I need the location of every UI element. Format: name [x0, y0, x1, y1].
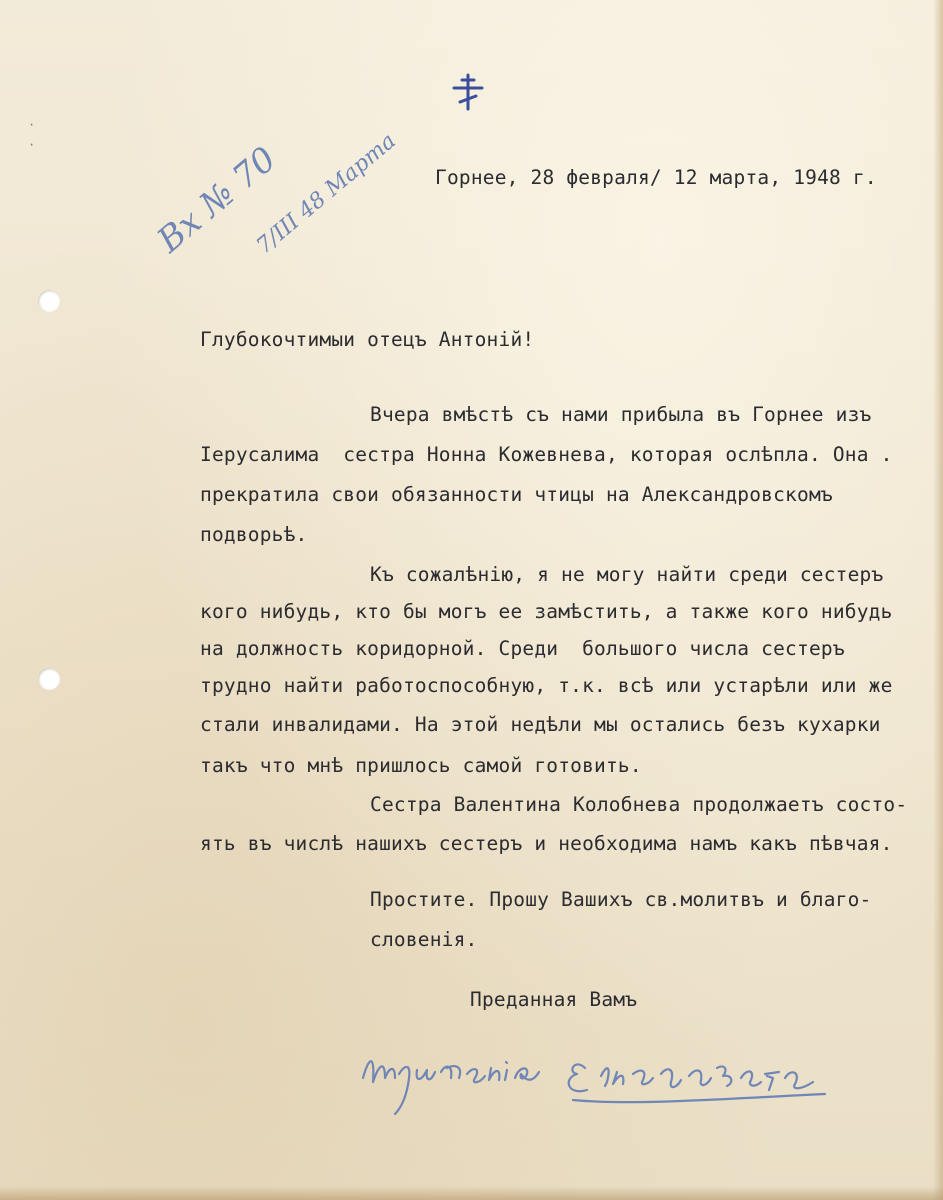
paragraph-4-line: словенiя.	[370, 928, 478, 951]
paragraph-2-line: трудно найти работоспособную, т.к. всѣ или устарѣли или же	[200, 674, 893, 697]
paragraph-3-line: Сестра Валентина Колобнева продолжаетъ состо-	[370, 793, 908, 816]
margin-mark: ·	[28, 118, 36, 132]
paragraph-3-line: ять въ числѣ нашихъ сестеръ и необходима намъ какъ пѣвчая.	[200, 832, 893, 855]
paper-bottom-shadow	[0, 1186, 943, 1200]
paragraph-2-line: Къ сожалѣнiю, я не могу найти среди сестеръ	[370, 563, 884, 586]
margin-mark: ·	[28, 138, 36, 152]
letter-date: Горнее, 28 февраля/ 12 марта, 1948 г.	[435, 166, 877, 189]
paragraph-1-line: подворьѣ.	[200, 523, 308, 546]
paper-edge-shadow	[933, 0, 943, 1200]
orthodox-cross-icon	[448, 72, 488, 112]
registry-number-annotation: Вх № 70	[150, 139, 284, 261]
paragraph-2-line: кого нибудь, кто бы могъ ее замѣстить, а также кого нибудь	[200, 600, 893, 623]
letter-greeting: Глубокочтимыи отецъ Антонiй!	[200, 328, 535, 351]
handwritten-signature	[355, 1038, 835, 1128]
paragraph-1-line: Iерусалима сестра Нонна Кожевнева, которая ослѣпла. Она .	[200, 443, 893, 466]
letter-closing: Преданная Вамъ	[470, 988, 638, 1011]
registry-date-annotation: 7/III 48 Марта	[252, 128, 401, 260]
punch-hole-top	[38, 290, 60, 312]
punch-hole-bottom	[38, 668, 60, 690]
paragraph-2-line: стали инвалидами. На этой недѣли мы остались безъ кухарки	[200, 713, 881, 736]
paragraph-1-line: прекратила свои обязанности чтицы на Александровскомъ	[200, 483, 833, 506]
paragraph-1-line: Вчера вмѣстѣ съ нами прибыла въ Горнее изъ	[370, 403, 872, 426]
paragraph-2-line: на должность коридорной. Среди большого числа сестеръ	[200, 637, 845, 660]
paragraph-2-line: такъ что мнѣ пришлось самой готовить.	[200, 754, 642, 777]
paragraph-4-line: Простите. Прошу Вашихъ св.молитвъ и благо-	[370, 888, 872, 911]
